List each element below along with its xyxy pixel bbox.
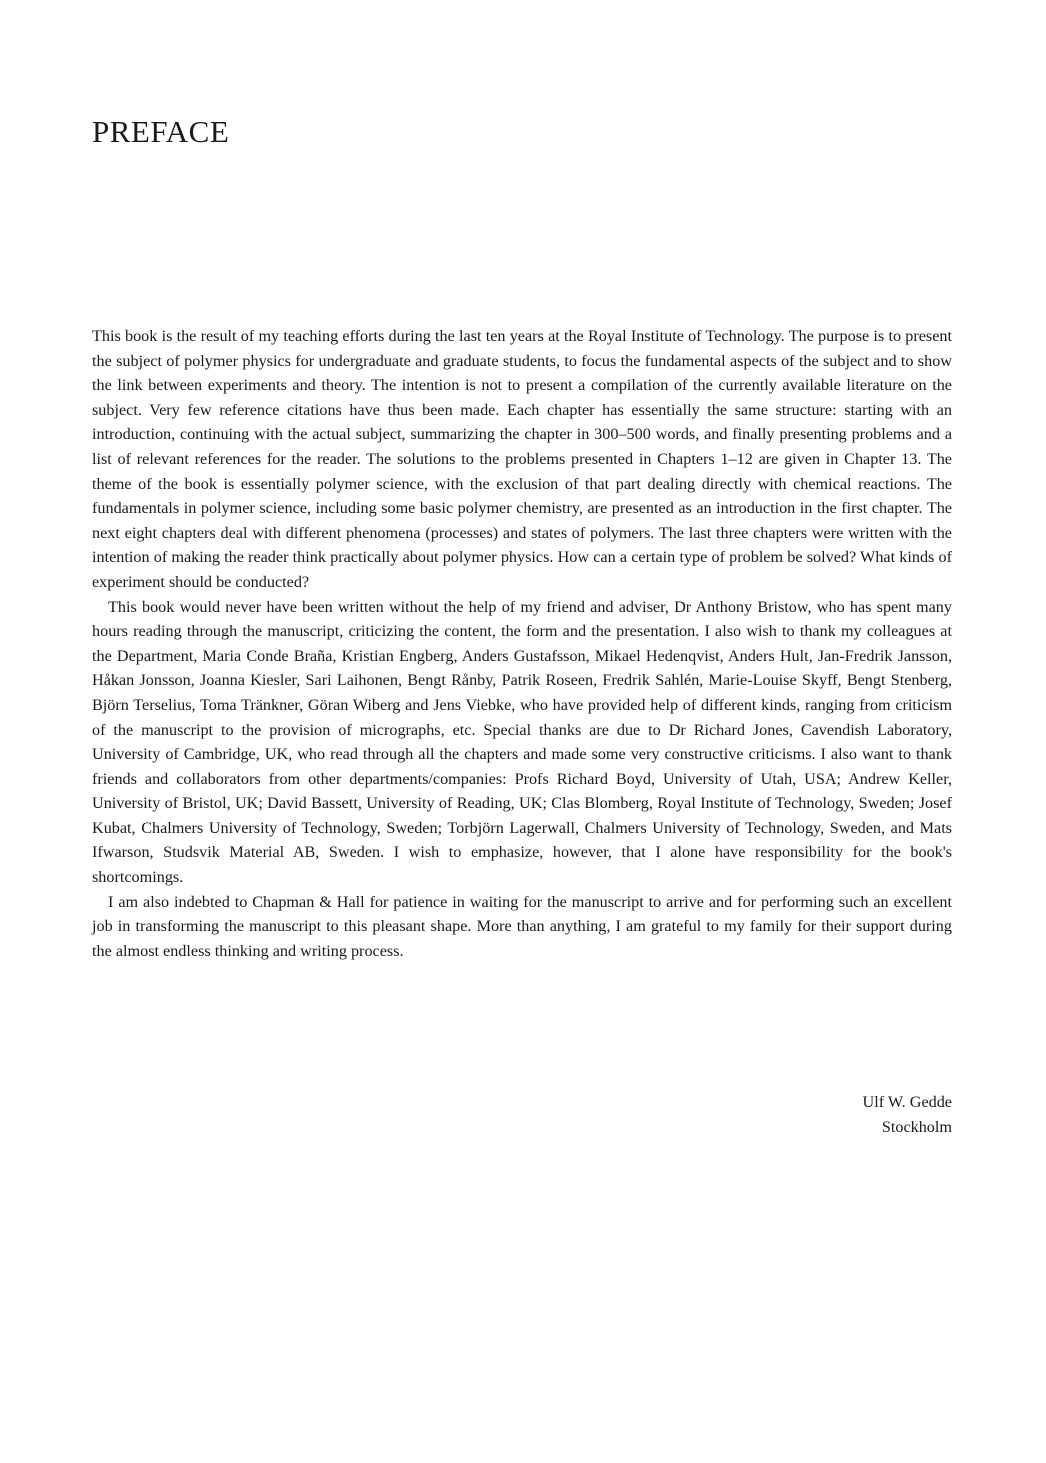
page-title: PREFACE (92, 114, 230, 149)
paragraph-intro: This book is the result of my teaching efforts during the last ten years at the Royal Institute of Technology. The purpose is to present the subject of polymer physics for undergraduate and graduate students, to focus the fundamental aspects of the subject and to show the link between experiments and theory. The intention is not to present a compilation of the currently available literature on the subject. Very few reference citations have thus been made. Each chapter has essentially the same structure: starting with an introduction, continuing with the actual subject, summarizing the chapter in 300–500 words, and finally presenting problems and a list of relevant references for the reader. The solutions to the problems presented in Chapters 1–12 are given in Chapter 13. The theme of the book is essentially polymer science, with the exclusion of that part dealing directly with chemical reactions. The fundamentals in polymer science, including some basic polymer chemistry, are presented as an introduction in the first chapter. The next eight chapters deal with different phenomena (processes) and states of polymers. The last three chapters were written with the intention of making the reader think practically about polymer physics. How can a certain type of problem be solved? What kinds of experiment should be conducted? (92, 327, 952, 591)
signature-block (863, 1090, 952, 1140)
paragraph-acknowledgements: This book would never have been written without the help of my friend and adviser, Dr Anthony Bristow, who has spent many hours reading through the manuscript, criticizing the content, the form and the presentation. I also wish to thank my colleagues at the Department, Maria Conde Braña, Kristian Engberg, Anders Gustafsson, Mikael Hedenqvist, Anders Hult, Jan-Fredrik Jansson, Håkan Jonsson, Joanna Kiesler, Sari Laihonen, Bengt Rånby, Patrik Roseen, Fredrik Sahlén, Marie-Louise Skyff, Bengt Stenberg, Björn Terselius, Toma Tränkner, Göran Wiberg and Jens Viebke, who have provided help of different kinds, ranging from criticism of the manuscript to the provision of micrographs, etc. Special thanks are due to Dr Richard Jones, Cavendish Laboratory, University of Cambridge, UK, who read through all the chapters and made some very constructive criticisms. I also want to thank friends and collaborators from other departments/companies: Profs Richard Boyd, University of Utah, USA; Andrew Keller, University of Bristol, UK; David Bassett, University of Reading, UK; Clas Blomberg, Royal Institute of Technology, Sweden; Josef Kubat, Chalmers University of Technology, Sweden; Torbjörn Lagerwall, Chalmers University of Technology, Sweden, and Mats Ifwarson, Studsvik Material AB, Sweden. I wish to emphasize, however, that I alone have responsibility for the book's shortcomings. (92, 597, 952, 887)
author-place: Stockholm (881, 1118, 952, 1136)
author-name: Ulf W. Gedde (862, 1093, 952, 1111)
preface-body (92, 324, 952, 963)
paragraph-closing: I am also indebted to Chapman & Hall for patience in waiting for the manuscript to arrive and for performing such an excellent job in transforming the manuscript to this pleasant shape. More than anything, I am grateful to my family for their support during the almost endless thinking and writing process. (92, 892, 952, 960)
